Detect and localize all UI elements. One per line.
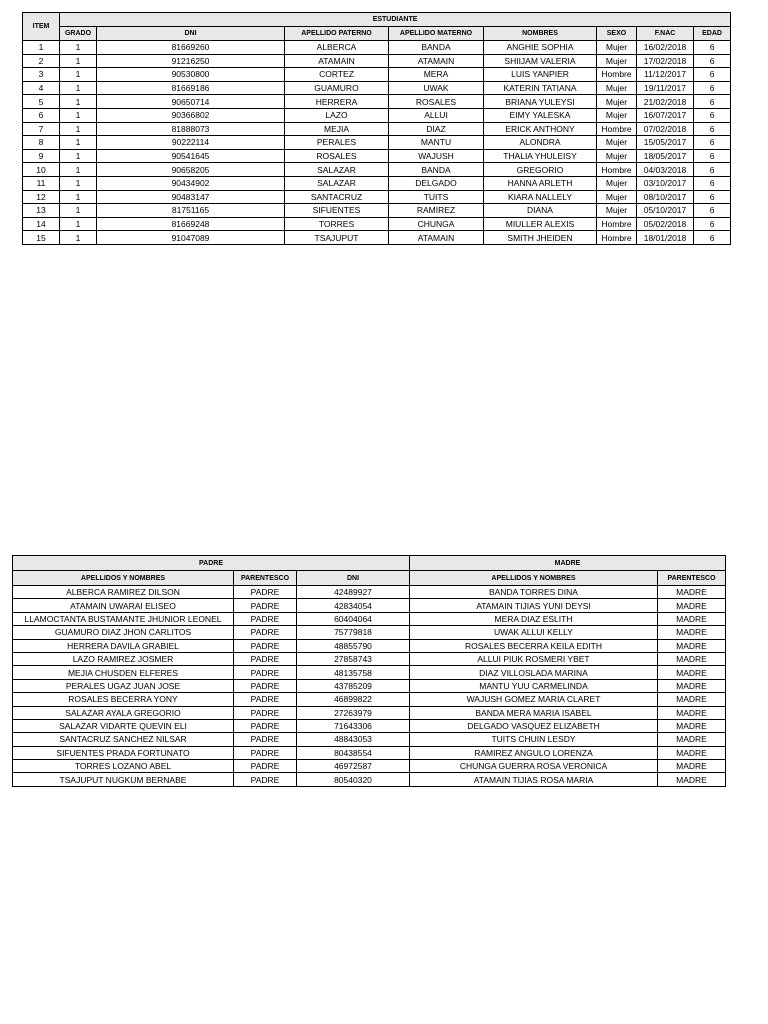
cell-padre-dni: 27858743	[297, 652, 410, 665]
cell-apellido-materno: UWAK	[389, 81, 484, 95]
cell-fnac: 05/10/2017	[637, 204, 694, 218]
cell-madre-parentesco: MADRE	[658, 612, 726, 625]
header-dni: DNI	[97, 27, 285, 41]
student-row	[23, 95, 731, 109]
parent-row	[13, 586, 726, 599]
cell-madre-parentesco: MADRE	[658, 586, 726, 599]
cell-apellido-paterno: SALAZAR	[285, 176, 389, 190]
cell-grado: 1	[60, 190, 97, 204]
student-row	[23, 41, 731, 55]
cell-dni: 90650714	[97, 95, 285, 109]
cell-padre-nombre: TORRES LOZANO ABEL	[13, 760, 234, 773]
cell-madre-parentesco: MADRE	[658, 706, 726, 719]
cell-apellido-materno: RAMIREZ	[389, 204, 484, 218]
cell-sexo: Mujer	[597, 81, 637, 95]
cell-item: 14	[23, 217, 60, 231]
header-fnac: F.NAC	[637, 27, 694, 41]
cell-nombres: ALONDRA	[484, 136, 597, 150]
cell-madre-parentesco: MADRE	[658, 599, 726, 612]
cell-apellido-materno: BANDA	[389, 163, 484, 177]
cell-grado: 1	[60, 41, 97, 55]
student-row	[23, 108, 731, 122]
cell-padre-dni: 42834054	[297, 599, 410, 612]
cell-apellido-paterno: TORRES	[285, 217, 389, 231]
cell-grado: 1	[60, 149, 97, 163]
cell-dni: 90222114	[97, 136, 285, 150]
cell-padre-nombre: ATAMAIN UWARAI ELISEO	[13, 599, 234, 612]
cell-padre-dni: 48843053	[297, 733, 410, 746]
cell-sexo: Hombre	[597, 231, 637, 245]
cell-sexo: Hombre	[597, 122, 637, 136]
parent-row	[13, 706, 726, 719]
cell-madre-parentesco: MADRE	[658, 626, 726, 639]
cell-edad: 6	[694, 163, 731, 177]
cell-sexo: Hombre	[597, 217, 637, 231]
cell-padre-parentesco: PADRE	[234, 626, 297, 639]
parent-row	[13, 612, 726, 625]
cell-fnac: 05/02/2018	[637, 217, 694, 231]
cell-sexo: Hombre	[597, 163, 637, 177]
cell-padre-parentesco: PADRE	[234, 760, 297, 773]
cell-apellido-materno: WAJUSH	[389, 149, 484, 163]
cell-fnac: 19/11/2017	[637, 81, 694, 95]
cell-madre-nombre: DIAZ VILLOSLADA MARINA	[410, 666, 658, 679]
cell-grado: 1	[60, 95, 97, 109]
cell-apellido-materno: CHUNGA	[389, 217, 484, 231]
cell-padre-nombre: MEJIA CHUSDEN ELFERES	[13, 666, 234, 679]
cell-grado: 1	[60, 54, 97, 68]
cell-padre-nombre: LAZO RAMIREZ JOSMER	[13, 652, 234, 665]
header-edad: EDAD	[694, 27, 731, 41]
cell-sexo: Mujer	[597, 54, 637, 68]
parent-row	[13, 719, 726, 732]
header-padre-nombres: APELLIDOS Y NOMBRES	[13, 571, 234, 586]
cell-padre-nombre: SALAZAR AYALA GREGORIO	[13, 706, 234, 719]
header-apellido-materno: APELLIDO MATERNO	[389, 27, 484, 41]
cell-fnac: 21/02/2018	[637, 95, 694, 109]
cell-item: 2	[23, 54, 60, 68]
cell-edad: 6	[694, 204, 731, 218]
cell-fnac: 03/10/2017	[637, 176, 694, 190]
cell-apellido-paterno: SANTACRUZ	[285, 190, 389, 204]
student-row	[23, 163, 731, 177]
header-padre-parentesco: PARENTESCO	[234, 571, 297, 586]
cell-sexo: Mujer	[597, 108, 637, 122]
parents-table	[12, 555, 726, 787]
cell-apellido-paterno: TSAJUPUT	[285, 231, 389, 245]
cell-edad: 6	[694, 136, 731, 150]
cell-nombres: GREGORIO	[484, 163, 597, 177]
cell-item: 13	[23, 204, 60, 218]
cell-apellido-materno: MANTU	[389, 136, 484, 150]
parent-row	[13, 639, 726, 652]
cell-padre-dni: 46972587	[297, 760, 410, 773]
cell-padre-dni: 75779818	[297, 626, 410, 639]
cell-padre-parentesco: PADRE	[234, 693, 297, 706]
header-madre: MADRE	[410, 556, 726, 571]
cell-apellido-paterno: SIFUENTES	[285, 204, 389, 218]
parent-row	[13, 760, 726, 773]
cell-apellido-materno: MERA	[389, 68, 484, 82]
cell-padre-parentesco: PADRE	[234, 719, 297, 732]
parent-row	[13, 599, 726, 612]
cell-grado: 1	[60, 231, 97, 245]
cell-padre-parentesco: PADRE	[234, 652, 297, 665]
cell-dni: 81669248	[97, 217, 285, 231]
cell-apellido-materno: BANDA	[389, 41, 484, 55]
cell-padre-nombre: SALAZAR VIDARTE QUEVIN ELI	[13, 719, 234, 732]
parent-row	[13, 773, 726, 786]
cell-sexo: Mujer	[597, 41, 637, 55]
cell-padre-dni: 48855790	[297, 639, 410, 652]
cell-edad: 6	[694, 41, 731, 55]
student-row	[23, 204, 731, 218]
parent-row	[13, 679, 726, 692]
cell-madre-parentesco: MADRE	[658, 666, 726, 679]
cell-madre-parentesco: MADRE	[658, 733, 726, 746]
student-row	[23, 190, 731, 204]
cell-padre-nombre: HERRERA DAVILA GRABIEL	[13, 639, 234, 652]
cell-dni: 90541645	[97, 149, 285, 163]
cell-apellido-paterno: HERRERA	[285, 95, 389, 109]
cell-madre-nombre: BANDA MERA MARIA ISABEL	[410, 706, 658, 719]
cell-apellido-paterno: MEJIA	[285, 122, 389, 136]
cell-apellido-paterno: ATAMAIN	[285, 54, 389, 68]
cell-madre-nombre: CHUNGA GUERRA ROSA VERONICA	[410, 760, 658, 773]
cell-padre-parentesco: PADRE	[234, 639, 297, 652]
student-row	[23, 81, 731, 95]
parent-row	[13, 693, 726, 706]
cell-sexo: Mujer	[597, 204, 637, 218]
header-madre-nombres: APELLIDOS Y NOMBRES	[410, 571, 658, 586]
cell-padre-nombre: SIFUENTES PRADA FORTUNATO	[13, 746, 234, 759]
cell-padre-nombre: ROSALES BECERRA YONY	[13, 693, 234, 706]
cell-item: 6	[23, 108, 60, 122]
cell-nombres: BRIANA YULEYSI	[484, 95, 597, 109]
cell-madre-nombre: ATAMAIN TIJIAS ROSA MARIA	[410, 773, 658, 786]
cell-grado: 1	[60, 136, 97, 150]
cell-dni: 91047089	[97, 231, 285, 245]
cell-dni: 81669260	[97, 41, 285, 55]
student-row	[23, 68, 731, 82]
cell-item: 1	[23, 41, 60, 55]
cell-nombres: SHIIJAM VALERIA	[484, 54, 597, 68]
header-padre-dni: DNI	[297, 571, 410, 586]
cell-padre-parentesco: PADRE	[234, 706, 297, 719]
cell-nombres: MIULLER ALEXIS	[484, 217, 597, 231]
cell-madre-nombre: RAMIREZ ANGULO LORENZA	[410, 746, 658, 759]
cell-item: 15	[23, 231, 60, 245]
cell-apellido-paterno: LAZO	[285, 108, 389, 122]
cell-grado: 1	[60, 81, 97, 95]
cell-item: 5	[23, 95, 60, 109]
cell-padre-parentesco: PADRE	[234, 666, 297, 679]
parent-row	[13, 733, 726, 746]
cell-item: 4	[23, 81, 60, 95]
cell-edad: 6	[694, 95, 731, 109]
cell-madre-nombre: MERA DIAZ ESLITH	[410, 612, 658, 625]
cell-padre-dni: 48135758	[297, 666, 410, 679]
cell-fnac: 18/01/2018	[637, 231, 694, 245]
parent-row	[13, 652, 726, 665]
cell-padre-nombre: SANTACRUZ SANCHEZ NILSAR	[13, 733, 234, 746]
cell-item: 10	[23, 163, 60, 177]
cell-fnac: 18/05/2017	[637, 149, 694, 163]
cell-padre-parentesco: PADRE	[234, 733, 297, 746]
cell-item: 8	[23, 136, 60, 150]
cell-padre-dni: 80438554	[297, 746, 410, 759]
cell-grado: 1	[60, 68, 97, 82]
cell-padre-nombre: ALBERCA RAMIREZ DILSON	[13, 586, 234, 599]
cell-grado: 1	[60, 217, 97, 231]
cell-nombres: HANNA ARLETH	[484, 176, 597, 190]
cell-fnac: 16/02/2018	[637, 41, 694, 55]
cell-nombres: KIARA NALLELY	[484, 190, 597, 204]
cell-sexo: Mujer	[597, 136, 637, 150]
cell-grado: 1	[60, 176, 97, 190]
cell-nombres: THALIA YHULEISY	[484, 149, 597, 163]
cell-padre-nombre: TSAJUPUT NUGKUM BERNABE	[13, 773, 234, 786]
cell-sexo: Mujer	[597, 176, 637, 190]
cell-sexo: Hombre	[597, 68, 637, 82]
cell-madre-nombre: WAJUSH GOMEZ MARIA CLARET	[410, 693, 658, 706]
cell-grado: 1	[60, 108, 97, 122]
cell-madre-nombre: ROSALES BECERRA KEILA EDITH	[410, 639, 658, 652]
student-row	[23, 54, 731, 68]
cell-item: 12	[23, 190, 60, 204]
cell-madre-parentesco: MADRE	[658, 639, 726, 652]
student-table	[22, 12, 731, 245]
parent-row	[13, 666, 726, 679]
header-padre: PADRE	[13, 556, 410, 571]
parent-row	[13, 626, 726, 639]
cell-dni: 90658205	[97, 163, 285, 177]
cell-nombres: ERICK ANTHONY	[484, 122, 597, 136]
cell-nombres: SMITH JHEIDEN	[484, 231, 597, 245]
cell-edad: 6	[694, 176, 731, 190]
cell-dni: 90434902	[97, 176, 285, 190]
cell-madre-parentesco: MADRE	[658, 693, 726, 706]
cell-madre-parentesco: MADRE	[658, 773, 726, 786]
cell-sexo: Mujer	[597, 95, 637, 109]
cell-grado: 1	[60, 163, 97, 177]
cell-nombres: ANGHIE SOPHIA	[484, 41, 597, 55]
student-row	[23, 122, 731, 136]
cell-nombres: KATERIN TATIANA	[484, 81, 597, 95]
cell-fnac: 16/07/2017	[637, 108, 694, 122]
cell-padre-parentesco: PADRE	[234, 746, 297, 759]
cell-padre-dni: 80540320	[297, 773, 410, 786]
cell-apellido-materno: DELGADO	[389, 176, 484, 190]
cell-padre-dni: 46899822	[297, 693, 410, 706]
cell-padre-nombre: LLAMOCTANTA BUSTAMANTE JHUNIOR LEONEL	[13, 612, 234, 625]
cell-dni: 81669186	[97, 81, 285, 95]
student-row	[23, 231, 731, 245]
cell-edad: 6	[694, 108, 731, 122]
cell-madre-nombre: BANDA TORRES DINA	[410, 586, 658, 599]
cell-padre-dni: 27263979	[297, 706, 410, 719]
cell-nombres: DIANA	[484, 204, 597, 218]
cell-dni: 81888073	[97, 122, 285, 136]
header-apellido-paterno: APELLIDO PATERNO	[285, 27, 389, 41]
cell-fnac: 07/02/2018	[637, 122, 694, 136]
cell-apellido-materno: ATAMAIN	[389, 54, 484, 68]
cell-apellido-materno: ROSALES	[389, 95, 484, 109]
cell-madre-parentesco: MADRE	[658, 719, 726, 732]
cell-apellido-paterno: PERALES	[285, 136, 389, 150]
header-estudiante: ESTUDIANTE	[60, 13, 731, 27]
student-row	[23, 176, 731, 190]
cell-edad: 6	[694, 231, 731, 245]
cell-padre-parentesco: PADRE	[234, 612, 297, 625]
student-row	[23, 136, 731, 150]
student-row	[23, 217, 731, 231]
cell-apellido-paterno: CORTEZ	[285, 68, 389, 82]
cell-madre-parentesco: MADRE	[658, 679, 726, 692]
cell-edad: 6	[694, 190, 731, 204]
cell-dni: 81751165	[97, 204, 285, 218]
cell-edad: 6	[694, 81, 731, 95]
parent-row	[13, 746, 726, 759]
cell-madre-nombre: DELGADO VASQUEZ ELIZABETH	[410, 719, 658, 732]
header-item: ITEM	[23, 13, 60, 41]
cell-edad: 6	[694, 68, 731, 82]
cell-edad: 6	[694, 217, 731, 231]
cell-madre-nombre: MANTU YUU CARMELINDA	[410, 679, 658, 692]
cell-padre-dni: 42489927	[297, 586, 410, 599]
cell-dni: 91216250	[97, 54, 285, 68]
cell-apellido-paterno: ROSALES	[285, 149, 389, 163]
header-madre-parentesco: PARENTESCO	[658, 571, 726, 586]
cell-apellido-paterno: ALBERCA	[285, 41, 389, 55]
cell-madre-nombre: ALLUI PIUK ROSMERI YBET	[410, 652, 658, 665]
cell-padre-nombre: GUAMURO DIAZ JHON CARLITOS	[13, 626, 234, 639]
cell-madre-nombre: ATAMAIN TIJIAS YUNI DEYSI	[410, 599, 658, 612]
cell-sexo: Mujer	[597, 190, 637, 204]
header-nombres: NOMBRES	[484, 27, 597, 41]
cell-madre-nombre: TUITS CHUIN LESDY	[410, 733, 658, 746]
cell-fnac: 15/05/2017	[637, 136, 694, 150]
cell-apellido-materno: ALLUI	[389, 108, 484, 122]
cell-item: 3	[23, 68, 60, 82]
cell-edad: 6	[694, 149, 731, 163]
cell-fnac: 08/10/2017	[637, 190, 694, 204]
cell-item: 9	[23, 149, 60, 163]
cell-apellido-paterno: SALAZAR	[285, 163, 389, 177]
cell-padre-nombre: PERALES UGAZ JUAN JOSE	[13, 679, 234, 692]
cell-padre-dni: 71643306	[297, 719, 410, 732]
student-row	[23, 149, 731, 163]
cell-madre-parentesco: MADRE	[658, 746, 726, 759]
cell-sexo: Mujer	[597, 149, 637, 163]
cell-edad: 6	[694, 122, 731, 136]
cell-fnac: 17/02/2018	[637, 54, 694, 68]
cell-madre-parentesco: MADRE	[658, 652, 726, 665]
cell-grado: 1	[60, 204, 97, 218]
cell-apellido-materno: TUITS	[389, 190, 484, 204]
cell-dni: 90530800	[97, 68, 285, 82]
cell-padre-dni: 60404064	[297, 612, 410, 625]
cell-fnac: 11/12/2017	[637, 68, 694, 82]
header-sexo: SEXO	[597, 27, 637, 41]
cell-apellido-materno: ATAMAIN	[389, 231, 484, 245]
cell-fnac: 04/03/2018	[637, 163, 694, 177]
header-grado: GRADO	[60, 27, 97, 41]
cell-padre-parentesco: PADRE	[234, 599, 297, 612]
cell-edad: 6	[694, 54, 731, 68]
cell-apellido-materno: DIAZ	[389, 122, 484, 136]
cell-nombres: EIMY YALESKA	[484, 108, 597, 122]
cell-madre-parentesco: MADRE	[658, 760, 726, 773]
cell-dni: 90366802	[97, 108, 285, 122]
cell-grado: 1	[60, 122, 97, 136]
cell-item: 11	[23, 176, 60, 190]
cell-nombres: LUIS YANPIER	[484, 68, 597, 82]
cell-padre-dni: 43785209	[297, 679, 410, 692]
cell-padre-parentesco: PADRE	[234, 586, 297, 599]
cell-apellido-paterno: GUAMURO	[285, 81, 389, 95]
cell-madre-nombre: UWAK ALLUI KELLY	[410, 626, 658, 639]
cell-item: 7	[23, 122, 60, 136]
cell-dni: 90483147	[97, 190, 285, 204]
cell-padre-parentesco: PADRE	[234, 773, 297, 786]
cell-padre-parentesco: PADRE	[234, 679, 297, 692]
